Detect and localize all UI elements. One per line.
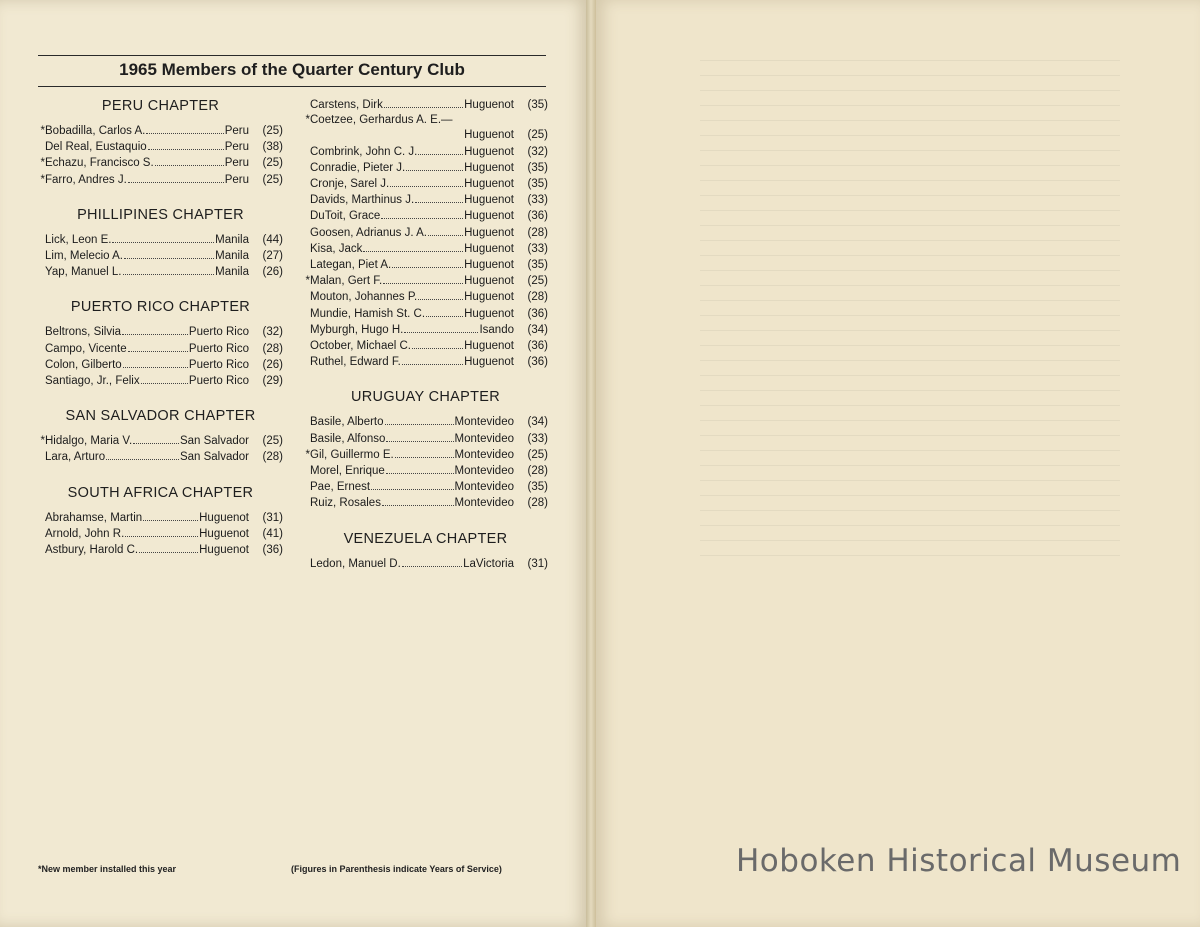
member-location: Huguenot <box>464 356 514 369</box>
member-name: Colon, Gilberto <box>45 358 122 371</box>
member-name: Lategan, Piet A. <box>310 259 392 272</box>
member-location: Huguenot <box>464 145 514 158</box>
member-years: (26) <box>262 358 283 371</box>
member-name: Pae, Ernest <box>310 481 371 494</box>
member-name: Davids, Marthinus J. <box>310 194 415 207</box>
member-entry <box>38 341 283 357</box>
member-entry <box>38 373 283 389</box>
member-name: Astbury, Harold C. <box>45 544 139 557</box>
dot-leader <box>418 144 463 155</box>
member-years: (28) <box>262 342 283 355</box>
member-years: (36) <box>262 544 283 557</box>
title-rule-top <box>38 55 546 56</box>
footer-note-years: (Figures in Parenthesis indicate Years of Service) <box>291 864 502 874</box>
new-member-marker: * <box>305 275 310 288</box>
dot-leader <box>384 97 463 108</box>
member-years: (36) <box>527 340 548 353</box>
member-name: Myburgh, Hugo H. <box>310 323 404 336</box>
member-location: Huguenot <box>464 291 514 304</box>
member-name: Morel, Enrique <box>310 465 385 478</box>
chapter-members <box>38 232 283 281</box>
dot-leader <box>133 433 179 444</box>
member-name: Malan, Gert F. <box>310 275 383 288</box>
member-entry <box>38 172 283 188</box>
dot-leader <box>404 322 478 333</box>
member-entry <box>303 556 548 572</box>
member-years: (35) <box>527 259 548 272</box>
member-entry <box>303 273 548 289</box>
member-years: (31) <box>262 511 283 524</box>
member-name: Mouton, Johannes P. <box>310 291 418 304</box>
member-years: (35) <box>527 178 548 191</box>
south-africa-continued <box>303 97 548 370</box>
member-name: Basile, Alberto <box>310 416 384 429</box>
member-location: Huguenot <box>464 259 514 272</box>
member-location: Manila <box>215 266 249 279</box>
member-location: Montevideo <box>454 481 514 494</box>
new-member-marker: * <box>40 435 45 448</box>
member-name: Bobadilla, Carlos A. <box>45 125 146 137</box>
chapter-heading: PERU CHAPTER <box>101 98 220 114</box>
dot-leader <box>112 232 214 243</box>
chapter-heading: VENEZUELA CHAPTER <box>343 530 508 547</box>
title-rule-bottom <box>38 86 546 87</box>
member-entry <box>303 338 548 354</box>
member-name: Combrink, John C. J. <box>310 145 418 158</box>
dot-leader <box>386 463 454 474</box>
member-years: (33) <box>527 194 548 207</box>
member-location: Peru <box>224 125 249 137</box>
dot-leader <box>141 373 188 384</box>
new-member-marker: * <box>305 114 310 127</box>
member-name: October, Michael C. <box>310 340 411 353</box>
member-entry <box>38 542 283 558</box>
member-location: Puerto Rico <box>188 375 249 388</box>
member-name: Farro, Andres J. <box>45 173 127 186</box>
member-location: Huguenot <box>464 161 514 174</box>
member-name: Cronje, Sarel J. <box>310 178 390 191</box>
member-years: (34) <box>527 323 548 336</box>
dot-leader <box>363 241 463 252</box>
member-name: Yap, Manuel L. <box>45 266 122 279</box>
member-name: Hidalgo, Maria V. <box>45 435 133 448</box>
member-location: Puerto Rico <box>188 342 249 355</box>
member-name: Conradie, Pieter J. <box>310 161 406 174</box>
dot-leader <box>124 248 214 259</box>
chapter-members <box>38 510 283 559</box>
member-entry <box>303 289 548 305</box>
member-name: Lick, Leon E. <box>45 233 112 246</box>
dot-leader <box>125 526 198 537</box>
dot-leader <box>383 273 463 284</box>
member-name: Ruiz, Rosales <box>310 497 381 510</box>
member-entry <box>303 113 548 128</box>
chapter-heading: PHILLIPINES CHAPTER <box>77 206 244 223</box>
new-member-marker: * <box>305 448 310 461</box>
member-location: Montevideo <box>454 448 514 461</box>
dot-leader <box>428 225 463 236</box>
dot-leader <box>143 510 198 521</box>
chapter-heading: SAN SALVADOR CHAPTER <box>65 408 256 425</box>
member-years: (41) <box>262 527 283 540</box>
member-location: Huguenot <box>464 210 514 223</box>
member-years: (32) <box>262 326 283 339</box>
member-years: (32) <box>527 145 548 158</box>
dot-leader <box>122 324 188 335</box>
member-entry <box>38 232 283 248</box>
dot-leader <box>392 257 463 268</box>
member-name: Ruthel, Edward F. <box>310 356 401 369</box>
chapter-heading: PUERTO RICO CHAPTER <box>70 299 251 316</box>
member-location: Peru <box>224 157 249 170</box>
member-location: Montevideo <box>454 432 514 445</box>
member-entry <box>38 449 283 465</box>
member-location: San Salvador <box>179 451 249 464</box>
book-spine <box>586 0 596 927</box>
member-years: (25) <box>527 448 548 461</box>
dot-leader <box>128 172 224 183</box>
member-location: Puerto Rico <box>188 358 249 371</box>
member-name: Coetzee, Gerhardus A. E.— <box>310 114 453 127</box>
chapter-members <box>38 433 283 465</box>
dot-leader <box>139 542 198 553</box>
dot-leader <box>386 431 453 442</box>
member-name: Arnold, John R. <box>45 527 125 540</box>
member-entry <box>38 155 283 171</box>
left-column <box>38 97 283 576</box>
right-column <box>303 97 548 590</box>
member-years: (31) <box>527 557 548 570</box>
member-years: (28) <box>527 465 548 478</box>
member-years: (25) <box>527 129 548 142</box>
member-name: Beltrons, Silvia <box>45 326 122 339</box>
member-years: (38) <box>262 141 283 154</box>
member-location: Huguenot <box>464 99 514 111</box>
member-years: (28) <box>527 497 548 510</box>
member-entry <box>303 257 548 273</box>
member-name: Abrahamse, Martin <box>45 511 143 524</box>
member-name: Kisa, Jack <box>310 242 363 255</box>
dot-leader <box>418 289 463 300</box>
member-location: Huguenot <box>464 340 514 353</box>
member-entry <box>303 192 548 208</box>
dot-leader <box>382 495 454 506</box>
member-name: Lara, Arturo <box>45 451 106 464</box>
member-years: (35) <box>527 99 548 111</box>
dot-leader <box>128 341 188 352</box>
member-entry <box>303 431 548 447</box>
member-name: Campo, Vicente <box>45 342 127 355</box>
member-entry <box>303 479 548 495</box>
dot-leader <box>155 155 224 166</box>
member-years: (25) <box>262 173 283 186</box>
dot-leader <box>426 306 463 317</box>
member-location: LaVictoria <box>463 557 514 570</box>
dot-leader <box>406 160 463 171</box>
member-name: Santiago, Jr., Felix <box>45 375 140 388</box>
member-years: (36) <box>527 210 548 223</box>
member-entry <box>303 306 548 322</box>
member-location: Huguenot <box>464 226 514 239</box>
member-years: (28) <box>262 451 283 464</box>
member-location: Huguenot <box>199 544 249 557</box>
member-location: Isando <box>479 323 514 336</box>
member-years: (35) <box>527 481 548 494</box>
member-location: Manila <box>215 250 249 263</box>
dot-leader <box>385 414 454 425</box>
member-entry <box>303 241 548 257</box>
dot-leader <box>395 447 454 458</box>
member-entry <box>303 225 548 241</box>
member-years: (25) <box>527 275 548 288</box>
member-entry <box>38 264 283 280</box>
member-entry <box>303 414 548 430</box>
member-years: (36) <box>527 307 548 320</box>
dot-leader <box>146 123 223 134</box>
member-years: (25) <box>262 125 283 137</box>
member-entry <box>303 128 548 143</box>
dot-leader <box>148 139 224 150</box>
member-name: Goosen, Adrianus J. A. <box>310 226 427 239</box>
member-name: Gil, Guillermo E. <box>310 448 394 461</box>
dot-leader <box>415 192 463 203</box>
chapter-members <box>38 123 283 188</box>
member-years: (34) <box>527 416 548 429</box>
member-entry <box>303 208 548 224</box>
member-years: (29) <box>262 375 283 388</box>
member-location: Montevideo <box>454 465 514 478</box>
member-location: Montevideo <box>454 416 514 429</box>
member-location: Manila <box>215 233 249 246</box>
member-years: (28) <box>527 291 548 304</box>
chapter-members <box>303 414 548 511</box>
member-years: (33) <box>527 242 548 255</box>
new-member-marker: * <box>40 157 45 170</box>
member-location: Huguenot <box>464 129 514 142</box>
member-entry <box>38 510 283 526</box>
dot-leader <box>390 176 463 187</box>
member-location: San Salvador <box>179 435 249 448</box>
member-location: Huguenot <box>464 194 514 207</box>
member-location: Montevideo <box>454 497 514 510</box>
chapter-heading: SOUTH AFRICA CHAPTER <box>67 484 254 501</box>
member-entry <box>303 160 548 176</box>
dot-leader <box>123 264 215 275</box>
member-years: (25) <box>262 157 283 170</box>
member-entry <box>38 324 283 340</box>
member-name: Ledon, Manuel D. <box>310 557 401 570</box>
page-title: 1965 Members of the Quarter Century Club <box>119 60 465 79</box>
dot-leader <box>123 357 188 368</box>
member-entry <box>303 354 548 370</box>
member-entry <box>303 495 548 511</box>
museum-watermark: Hoboken Historical Museum <box>736 843 1182 879</box>
chapter-heading: URUGUAY CHAPTER <box>351 389 500 406</box>
member-years: (25) <box>262 435 283 448</box>
member-entry <box>303 97 548 113</box>
member-years: (28) <box>527 226 548 239</box>
member-name: Mundie, Hamish St. C. <box>310 307 426 320</box>
member-location: Huguenot <box>464 242 514 255</box>
member-entry <box>38 248 283 264</box>
member-years: (36) <box>527 356 548 369</box>
bleed-through-texture <box>700 60 1120 560</box>
member-name: Carstens, Dirk <box>310 99 383 111</box>
dot-leader <box>106 449 179 460</box>
member-location: Huguenot <box>464 307 514 320</box>
dot-leader <box>402 354 463 365</box>
new-member-marker: * <box>40 173 45 186</box>
footer-note-new-member: *New member installed this year <box>38 864 177 874</box>
member-entry <box>303 463 548 479</box>
member-entry <box>303 322 548 338</box>
member-entry <box>38 433 283 449</box>
member-name: Del Real, Eustaquio <box>45 141 147 154</box>
dot-leader <box>402 556 462 567</box>
member-location: Huguenot <box>464 178 514 191</box>
member-years: (44) <box>262 233 283 246</box>
member-name: Basile, Alfonso <box>310 432 386 445</box>
member-name: Echazu, Francisco S. <box>45 157 154 170</box>
member-entry <box>38 526 283 542</box>
chapter-members <box>38 324 283 389</box>
member-entry <box>303 447 548 463</box>
member-location: Puerto Rico <box>188 326 249 339</box>
member-location: Peru <box>224 173 249 186</box>
member-entry <box>303 144 548 160</box>
new-member-marker: * <box>40 125 45 137</box>
member-years: (27) <box>262 250 283 263</box>
member-location: Huguenot <box>464 275 514 288</box>
member-years: (26) <box>262 266 283 279</box>
member-location: Huguenot <box>199 527 249 540</box>
member-name: Lim, Melecio A. <box>45 250 123 263</box>
member-location: Peru <box>224 141 249 154</box>
dot-leader <box>371 479 453 490</box>
dot-leader <box>412 338 463 349</box>
member-entry <box>38 357 283 373</box>
member-entry <box>38 123 283 139</box>
member-entry <box>303 176 548 192</box>
member-location: Huguenot <box>199 511 249 524</box>
dot-leader <box>381 208 463 219</box>
member-years: (35) <box>527 161 548 174</box>
chapter-members <box>303 556 548 572</box>
member-name: DuToit, Grace <box>310 210 381 223</box>
member-years: (33) <box>527 432 548 445</box>
member-entry <box>38 139 283 155</box>
